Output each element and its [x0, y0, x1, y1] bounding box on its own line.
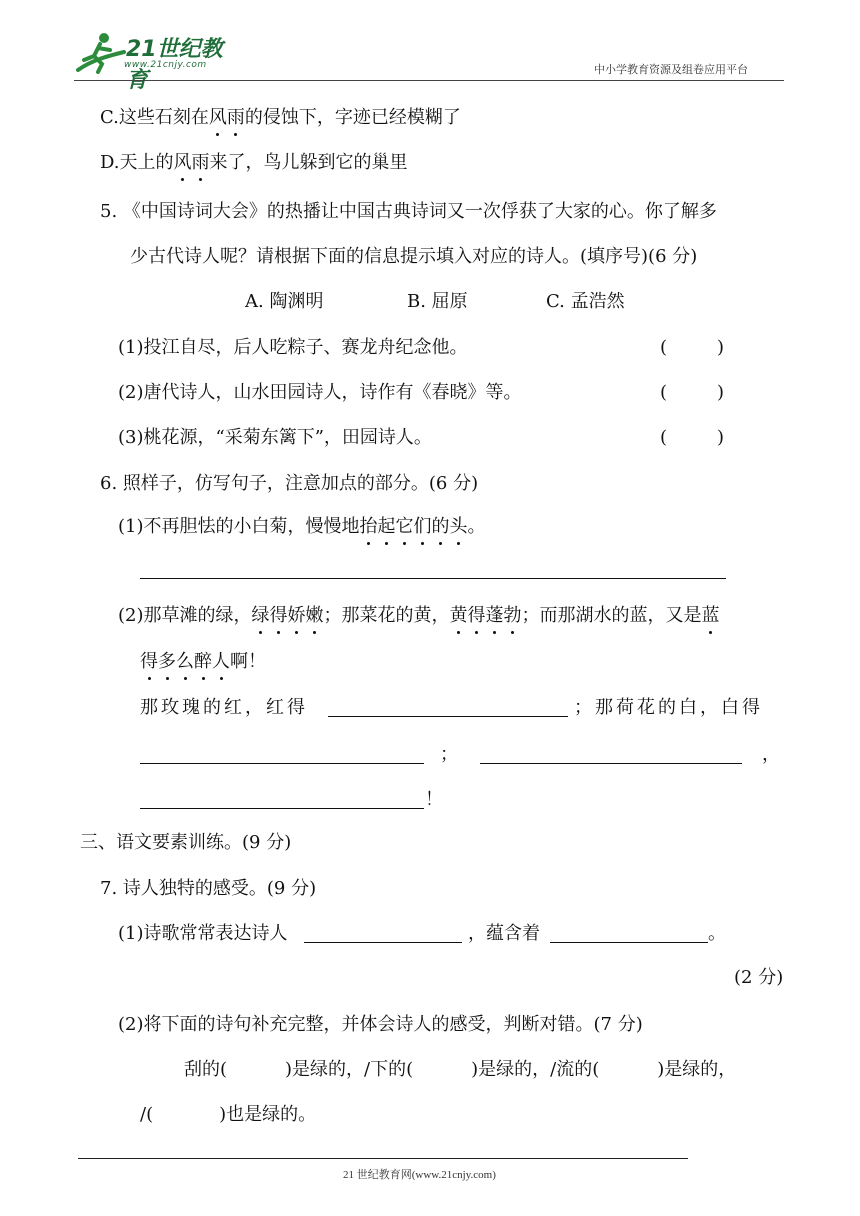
- section3-title: 三、语文要素训练。(9 分): [80, 832, 292, 853]
- q6-answer-line-1[interactable]: [140, 578, 726, 579]
- q6-semicolon: ；: [440, 744, 458, 765]
- q6-blank-4[interactable]: [140, 808, 424, 809]
- q6-fill-prefix: 那玫瑰的红，红得: [140, 697, 308, 718]
- q5-item-3: (3)桃花源，“采菊东篱下”，田园诗人。: [118, 427, 432, 448]
- q6-item-2-line2: 得多么醉人啊！: [140, 651, 266, 672]
- q5-choice-b: B. 屈原: [407, 291, 468, 312]
- q6-exclaim: ！: [425, 789, 443, 810]
- q7-2-prompt: (2)将下面的诗句补充完整，并体会诗人的感受，判断对错。(7 分): [118, 1014, 643, 1035]
- q4-option-d: D.天上的风雨来了，鸟儿躲到它的巢里: [100, 152, 408, 173]
- q5-answer-3[interactable]: ( ): [660, 427, 725, 448]
- q6-item-1: (1)不再胆怯的小白菊，慢慢地抬起它们的头。: [118, 516, 486, 537]
- header-divider: [74, 80, 784, 81]
- q6-blank-white[interactable]: [140, 763, 424, 764]
- q6-fill-mid: ；那荷花的白，白得: [574, 697, 763, 718]
- q7-1-mid: ，蕴含着: [468, 923, 540, 944]
- q6-item-2-line1: (2)那草滩的绿，绿得娇嫩；那菜花的黄，黄得蓬勃；而那湖水的蓝，又是蓝: [118, 605, 720, 626]
- q6-comma: ，: [762, 744, 780, 765]
- q7-1-blank-2[interactable]: [550, 942, 708, 943]
- q5-choice-c: C. 孟浩然: [546, 291, 625, 312]
- header-platform-text: 中小学教育资源及组卷应用平台: [594, 63, 748, 76]
- q6-title: 6. 照样子，仿写句子，注意加点的部分。(6 分): [100, 473, 479, 494]
- q7-1-prefix: (1)诗歌常常表达诗人: [118, 923, 288, 944]
- runner-logo-icon: [74, 30, 126, 76]
- q7-1-end: 。: [708, 923, 726, 944]
- q5-prompt-line1: 5. 《中国诗词大会》的热播让中国古典诗词又一次俘获了大家的心。你了解多: [100, 201, 717, 222]
- footer-text: 21 世纪教育网(www.21cnjy.com): [343, 1169, 496, 1181]
- logo-text: 21世纪教育: [126, 37, 223, 93]
- q5-answer-2[interactable]: ( ): [660, 382, 725, 403]
- q5-item-1: (1)投江自尽，后人吃粽子、赛龙舟纪念他。: [118, 337, 468, 358]
- q7-title: 7. 诗人独特的感受。(9 分): [100, 878, 317, 899]
- q5-answer-1[interactable]: ( ): [660, 337, 725, 358]
- poem-line-1: 刮的( )是绿的，/下的( )是绿的，/流的( )是绿的，: [184, 1059, 737, 1080]
- poem-line-2: /( )也是绿的。: [140, 1104, 317, 1125]
- q6-blank-3[interactable]: [480, 763, 742, 764]
- site-logo: [74, 30, 244, 93]
- q6-blank-red[interactable]: [328, 716, 568, 717]
- q7-1-score: (2 分): [734, 967, 784, 988]
- q4-option-c: C.这些石刻在风雨的侵蚀下，字迹已经模糊了: [100, 107, 461, 128]
- q7-1-blank-1[interactable]: [304, 942, 462, 943]
- logo-url: www.21cnjy.com: [124, 60, 207, 70]
- q5-prompt-line2: 少古代诗人呢？请根据下面的信息提示填入对应的诗人。(填序号)(6 分): [130, 246, 698, 267]
- footer-divider: [78, 1158, 688, 1159]
- q5-item-2: (2)唐代诗人，山水田园诗人，诗作有《春晓》等。: [118, 382, 522, 403]
- q5-choice-a: A. 陶渊明: [245, 291, 324, 312]
